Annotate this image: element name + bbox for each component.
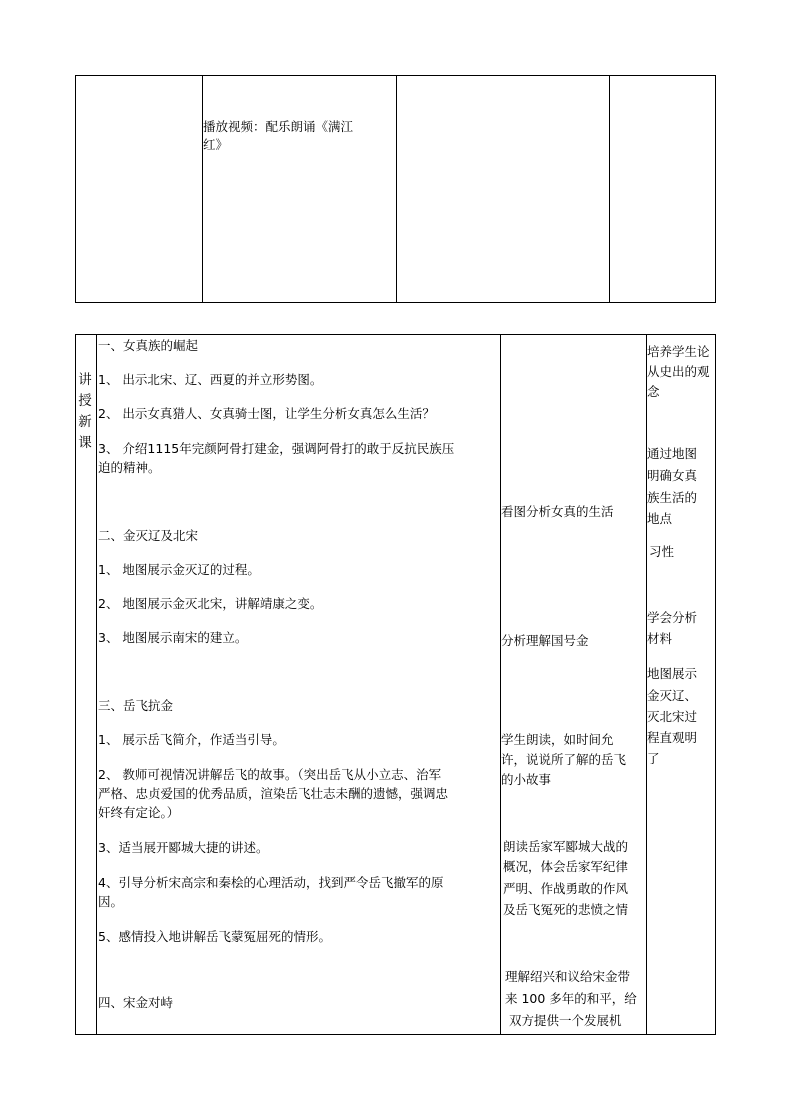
purpose-line: 材料 (647, 631, 673, 646)
purpose-line: 金灭辽、 (647, 688, 698, 703)
purpose-line: 学会分析 (647, 610, 698, 625)
purpose-line: 念 (647, 384, 660, 399)
student-line: 理解绍兴和议给宋金带 (505, 969, 631, 984)
purpose-line: 习性 (649, 544, 675, 559)
table2-border-top (75, 334, 716, 335)
student-line: 学生朗读，如时间允 (501, 732, 614, 747)
table2-divider-1 (96, 334, 97, 1035)
purpose-line: 从史出的观 (647, 364, 710, 379)
table1-divider-1 (202, 75, 203, 303)
student-line: 严明、作战勇敢的作风 (503, 881, 629, 896)
teacher-line: 1、 展示岳飞简介，作适当引导。 (98, 732, 285, 747)
table2-border-bottom (75, 1034, 716, 1035)
teacher-line: 严格、忠贞爱国的优秀品质，渲染岳飞壮志未酬的遗憾，强调忠 (98, 786, 449, 801)
teacher-line: 奸终有定论。） (98, 805, 180, 820)
teacher-line: 5、感情投入地讲解岳飞蒙冤屈死的情形。 (98, 929, 331, 944)
heading-4: 四、宋金对峙 (98, 995, 174, 1010)
purpose-line: 灭北宋过 (647, 709, 698, 724)
teacher-line: 迫的精神。 (98, 460, 161, 475)
table2-divider-3 (646, 334, 647, 1035)
table1-cell-text-line: 红》 (203, 137, 229, 152)
student-line: 的小故事 (501, 772, 552, 787)
table1-cell-text-line: 播放视频：配乐朗诵《满江 (203, 119, 354, 134)
table2-border-left (75, 334, 76, 1035)
purpose-line: 程直观明 (647, 730, 698, 745)
table1-divider-3 (609, 75, 610, 303)
heading-3: 三、岳飞抗金 (98, 698, 174, 713)
student-line: 分析理解国号金 (501, 633, 589, 648)
student-line: 及岳飞冤死的悲愤之情 (503, 902, 629, 917)
teacher-line: 2、 出示女真猎人、女真骑士图，让学生分析女真怎么生活？ (98, 406, 435, 421)
teacher-line: 4、引导分析宋高宗和秦桧的心理活动，找到严令岳飞撤军的原 (98, 875, 444, 890)
teacher-line: 1、 出示北宋、辽、西夏的并立形势图。 (98, 372, 323, 387)
student-line: 许，说说所了解的岳飞 (501, 752, 627, 767)
purpose-line: 明确女真 (647, 468, 698, 483)
purpose-line: 通过地图 (647, 446, 698, 461)
teacher-line: 3、 地图展示南宋的建立。 (98, 630, 248, 645)
table1-border-left (75, 75, 76, 303)
teacher-line: 因。 (98, 894, 124, 909)
section-label: 讲授新课 (78, 372, 92, 451)
heading-1: 一、女真族的崛起 (98, 338, 199, 353)
student-line: 朗读岳家军郾城大战的 (503, 839, 629, 854)
student-line: 概况，体会岳家军纪律 (503, 859, 629, 874)
purpose-line: 族生活的 (647, 490, 698, 505)
purpose-line: 了 (647, 751, 660, 766)
table2-border-right (715, 334, 716, 1035)
student-line: 双方提供一个发展机 (509, 1013, 622, 1028)
teacher-line: 1、 地图展示金灭辽的过程。 (98, 562, 260, 577)
heading-2: 二、金灭辽及北宋 (98, 528, 199, 543)
teacher-line: 3、 介绍1115年完颜阿骨打建金，强调阿骨打的敢于反抗民族压 (98, 441, 455, 456)
teacher-line: 2、 地图展示金灭北宋，讲解靖康之变。 (98, 596, 323, 611)
teacher-line: 2、 教师可视情况讲解岳飞的故事。（突出岳飞从小立志、治军 (98, 767, 442, 782)
table1-divider-2 (396, 75, 397, 303)
purpose-line: 地点 (647, 511, 673, 526)
table2-divider-2 (500, 334, 501, 1035)
student-line: 来 100 多年的和平，给 (505, 991, 637, 1006)
teacher-line: 3、适当展开郾城大捷的讲述。 (98, 840, 269, 855)
student-line: 看图分析女真的生活 (501, 504, 614, 519)
table1-border-right (715, 75, 716, 303)
purpose-line: 培养学生论 (647, 344, 710, 359)
purpose-line: 地图展示 (647, 666, 698, 681)
